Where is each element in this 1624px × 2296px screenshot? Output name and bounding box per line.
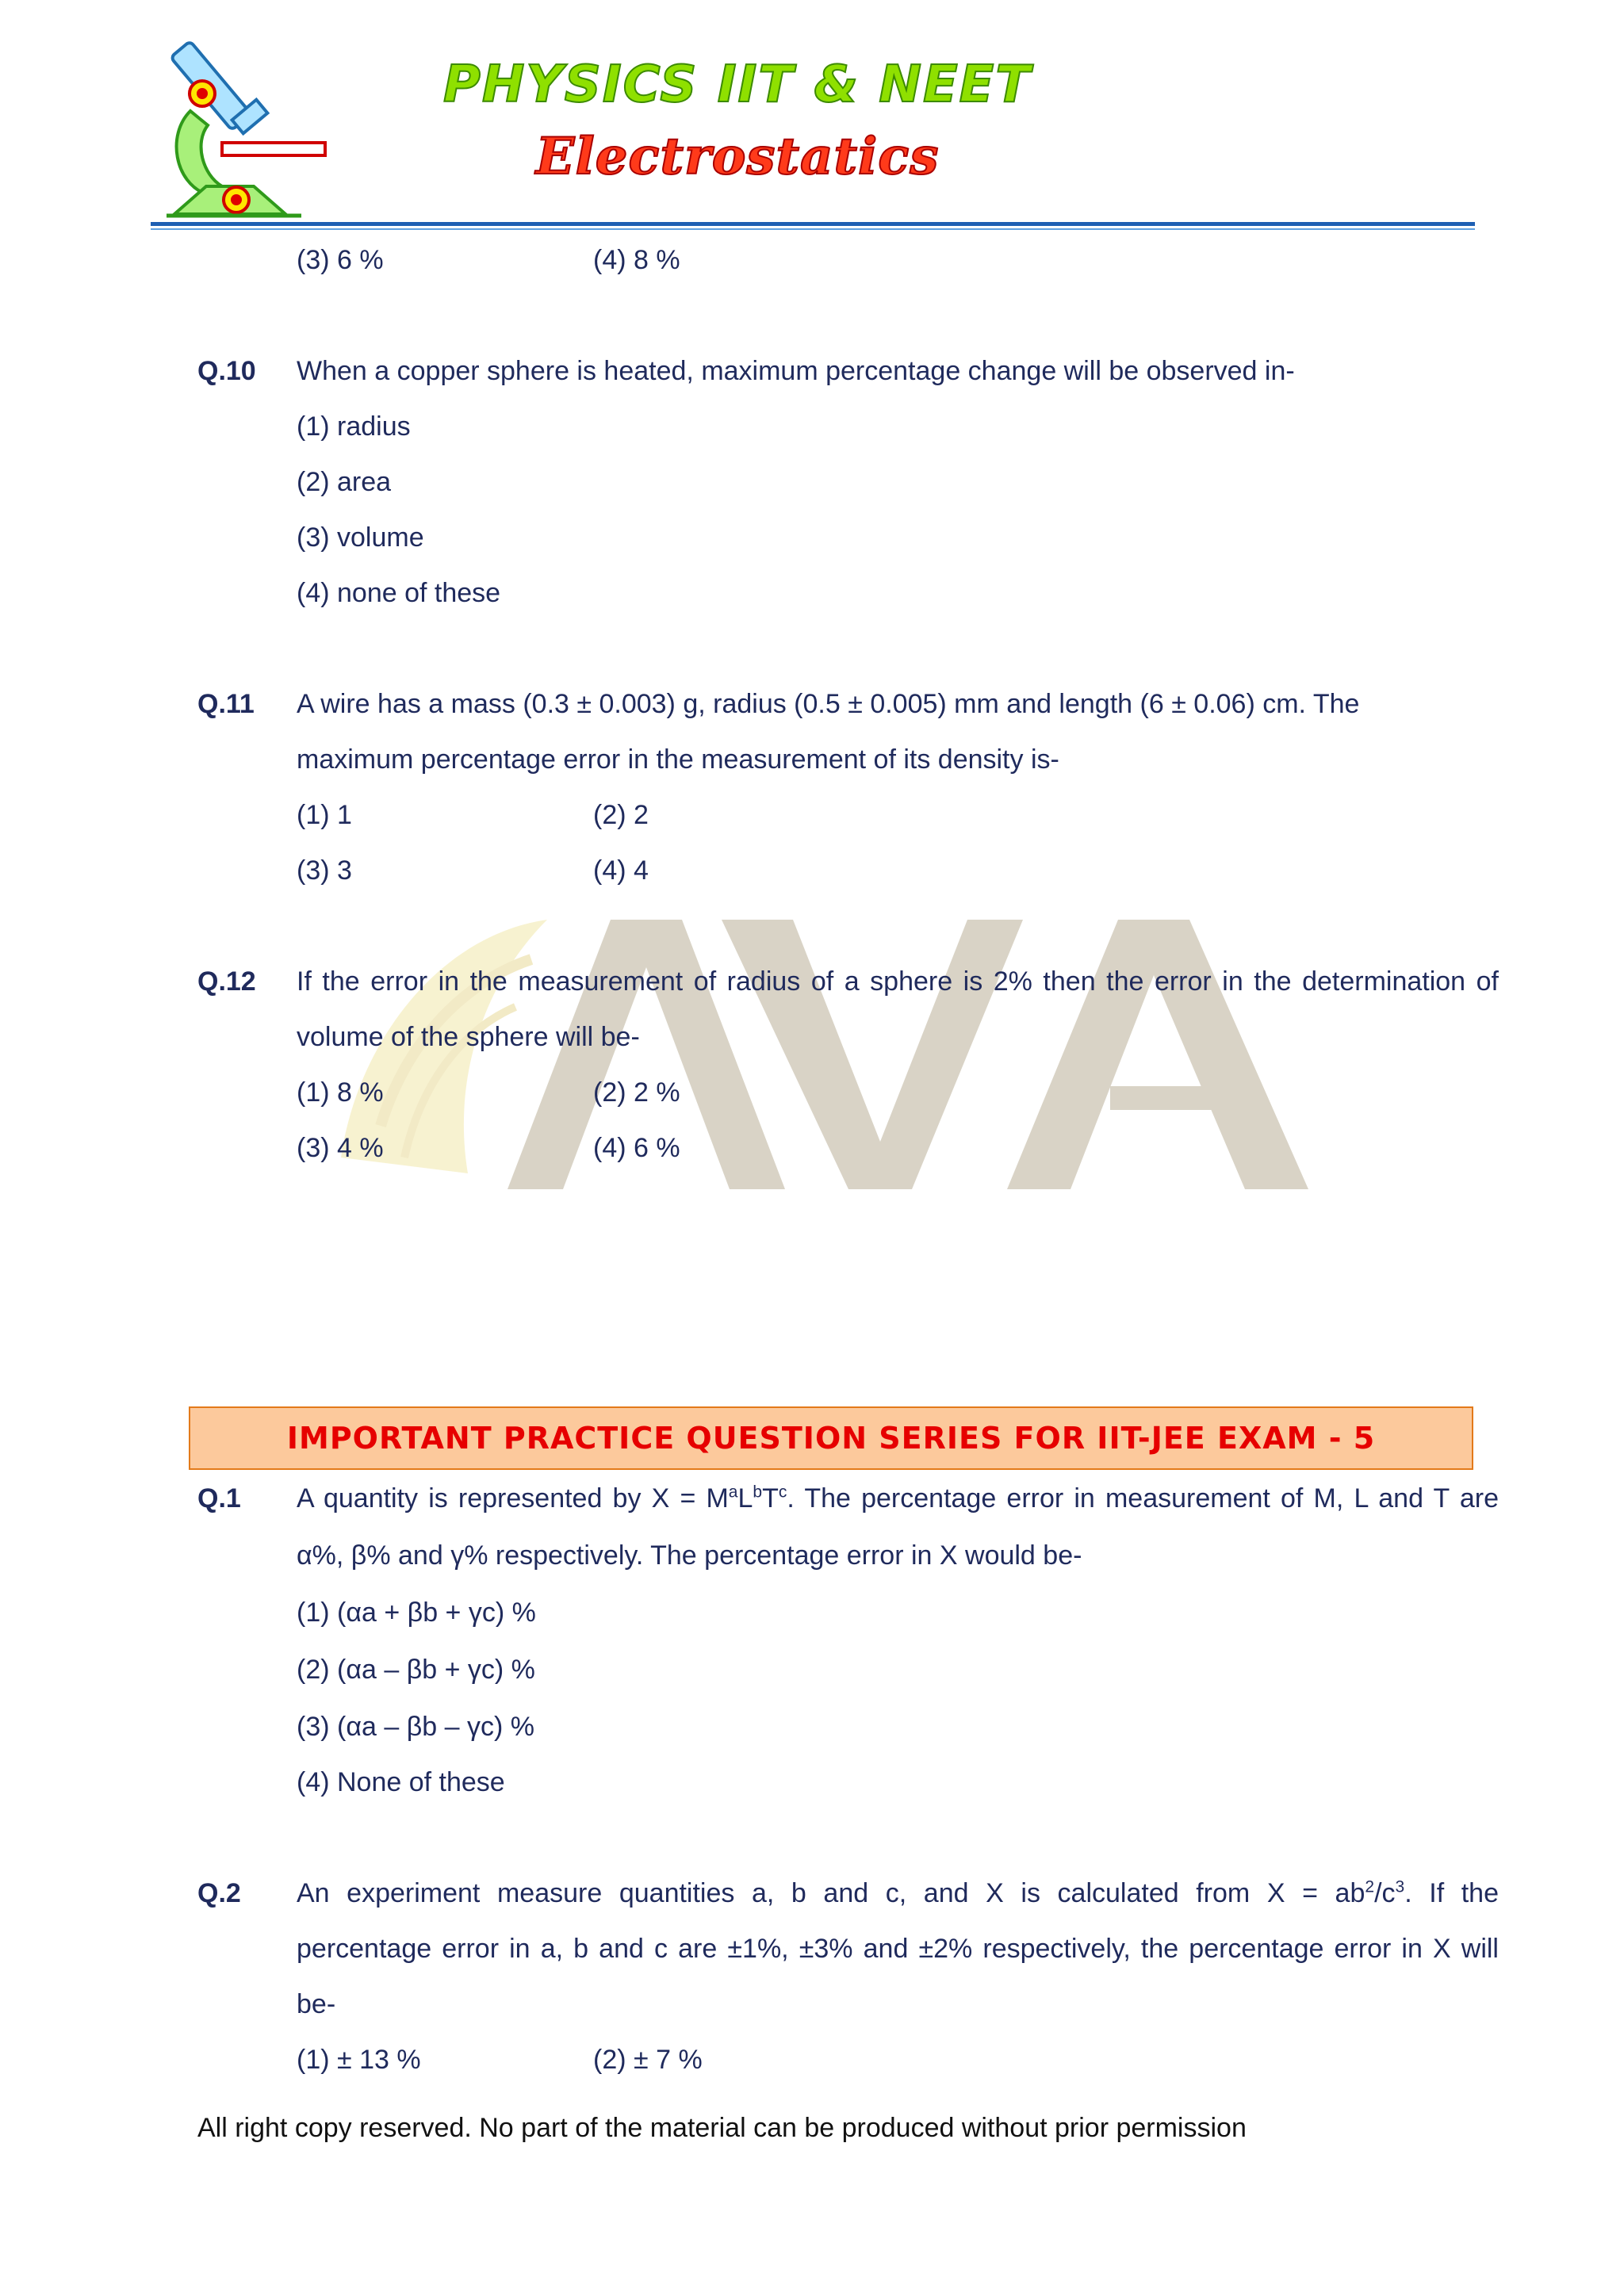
copyright-footer: All right copy reserved. No part of the material can be produced without prior permission: [197, 2113, 1247, 2143]
header-divider-thin: [151, 228, 1475, 230]
s5-q2-option-1: (1) ± 13 %: [297, 2045, 421, 2075]
s5-q1-option-1: (1) (αa + βb + γc) %: [297, 1598, 536, 1628]
question-number: Q.2: [197, 1878, 241, 1908]
question-text-line2: volume of the sphere will be-: [297, 1022, 640, 1052]
question-number: Q.10: [197, 356, 256, 386]
question-text-line1: If the error in the measurement of radius of a sphere is 2% then the error in the determination of: [297, 966, 1499, 997]
q11-option-1: (1) 1: [297, 800, 352, 830]
q10-option-4: (4) none of these: [297, 578, 501, 608]
s5-q1-option-3: (3) (αa – βb – γc) %: [297, 1712, 534, 1742]
s5-q1-option-2: (2) (αa – βb + γc) %: [297, 1655, 535, 1685]
question-number: Q.12: [197, 966, 256, 997]
q12-option-4: (4) 6 %: [593, 1133, 680, 1163]
s5-q1-option-4: (4) None of these: [297, 1767, 505, 1797]
q9-option-3: (3) 6 %: [297, 245, 384, 275]
q12-option-2: (2) 2 %: [593, 1077, 680, 1108]
q11-option-3: (3) 3: [297, 855, 352, 886]
question-text-line2: α%, β% and γ% respectively. The percentage error in X would be-: [297, 1540, 1082, 1571]
section-banner-text: IMPORTANT PRACTICE QUESTION SERIES FOR IIT-JEE EXAM - 5: [286, 1421, 1376, 1456]
question-text: When a copper sphere is heated, maximum percentage change will be observed in-: [297, 356, 1295, 386]
question-text-line2: maximum percentage error in the measurement of its density is-: [297, 744, 1059, 775]
q10-option-2: (2) area: [297, 467, 392, 497]
q10-option-1: (1) radius: [297, 411, 411, 442]
question-text-line1: A wire has a mass (0.3 ± 0.003) g, radius (0.5 ± 0.005) mm and length (6 ± 0.06) cm. The: [297, 689, 1360, 719]
section-banner: [189, 1406, 1473, 1470]
question-number: Q.11: [197, 689, 255, 719]
q12-option-1: (1) 8 %: [297, 1077, 384, 1108]
q12-option-3: (3) 4 %: [297, 1133, 384, 1163]
header-title: PHYSICS IIT & NEET: [442, 55, 1032, 114]
header-divider: [151, 222, 1475, 226]
question-text-line1: An experiment measure quantities a, b and c, and X is calculated from $X = ab^2/c^3$. If the: [297, 1877, 1499, 1908]
question-text-line3: be-: [297, 1989, 336, 2019]
question-text-line2: percentage error in a, b and c are ±1%, ±3% and ±2% respectively, the percentage error in X will: [297, 1934, 1499, 1964]
question-text-line1: A quantity is represented by $X = M^aL^bT^c$. The percentage error in measurement of M, L and T are: [297, 1483, 1499, 1513]
question-number: Q.1: [197, 1483, 241, 1513]
q11-option-4: (4) 4: [593, 855, 649, 886]
q11-option-2: (2) 2: [593, 800, 649, 830]
q9-option-4: (4) 8 %: [593, 245, 680, 275]
header-subtitle: Electrostatics: [535, 127, 940, 186]
s5-q2-option-2: (2) ± 7 %: [593, 2045, 703, 2075]
q10-option-3: (3) volume: [297, 522, 424, 553]
